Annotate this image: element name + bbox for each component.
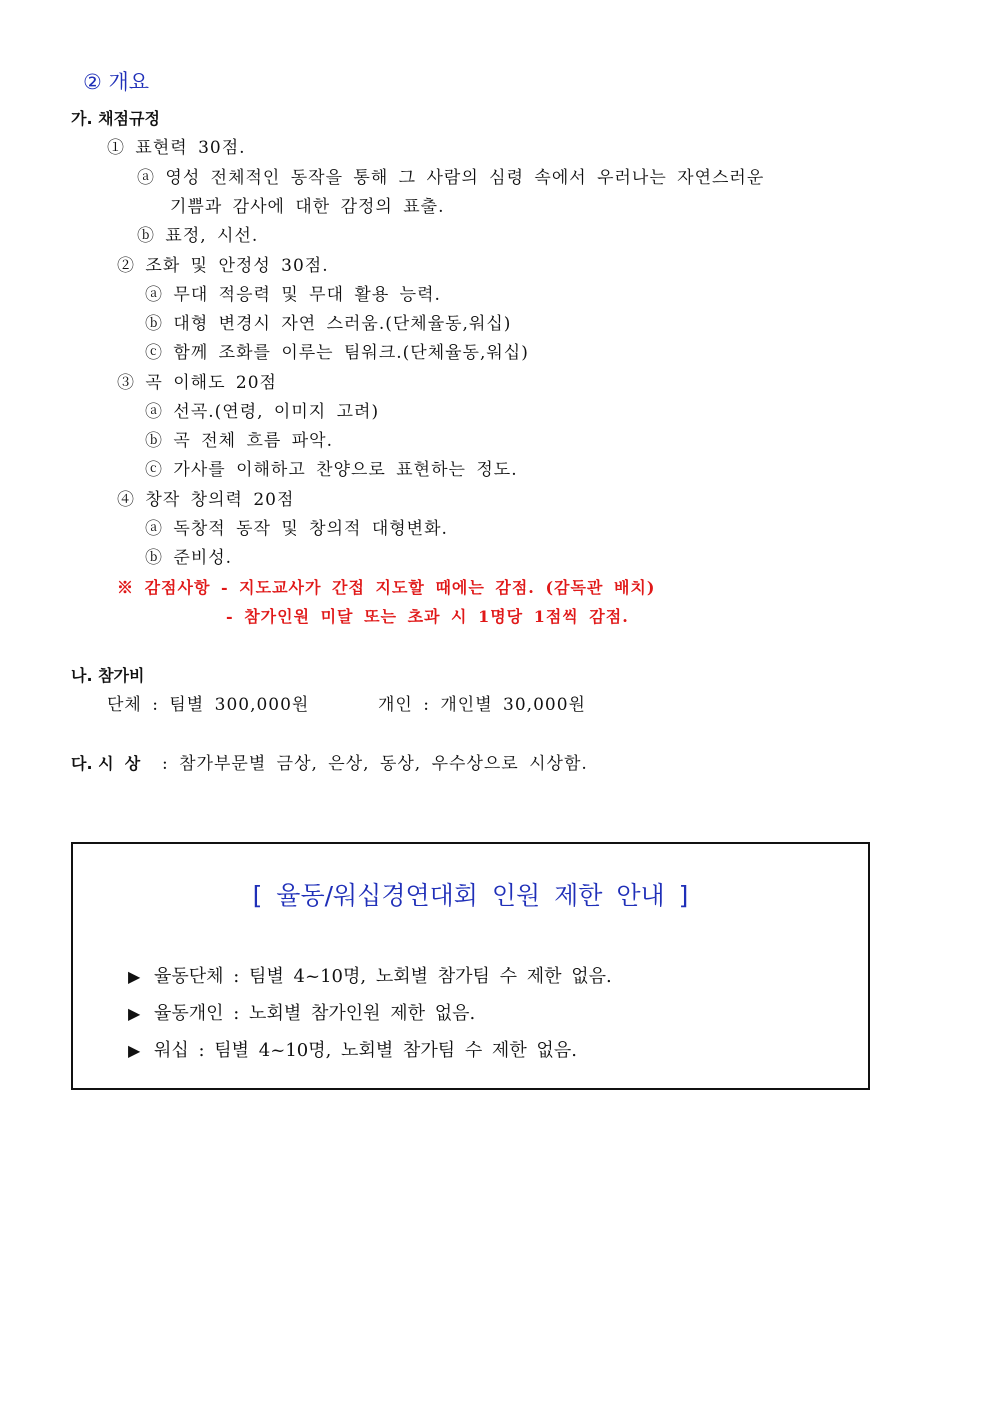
award-text: : 참가부문별 금상, 은상, 동상, 우수상으로 시상함. xyxy=(162,754,588,774)
fee-heading: 나. 참가비 xyxy=(71,666,145,685)
criterion-item: ⓐ 독창적 동작 및 창의적 대형변화. xyxy=(145,519,448,539)
triangle-right-icon: ▶ xyxy=(128,1041,141,1060)
fee-group: 단체 : 팀별 300,000원 xyxy=(107,695,310,715)
criterion-item: 기쁨과 감사에 대한 감정의 표출. xyxy=(170,197,445,217)
criterion-item: ⓐ 영성 전체적인 동작을 통해 그 사람의 심령 속에서 우러나는 자연스러운 xyxy=(137,168,765,188)
scoring-heading: 가. 채점규정 xyxy=(71,109,160,128)
criterion-harmony: ② 조화 및 안정성 30점. xyxy=(117,256,329,276)
criterion-item: ⓒ 가사를 이해하고 찬양으로 표현하는 정도. xyxy=(145,460,518,480)
notice-title: [ 율동/워십경연대회 인원 제한 안내 ] xyxy=(252,881,689,910)
criterion-item: ⓐ 무대 적응력 및 무대 활용 능력. xyxy=(145,285,441,305)
notice-item: ▶ 율동개인 : 노회별 참가인원 제한 없음. xyxy=(128,1003,476,1024)
triangle-right-icon: ▶ xyxy=(128,967,141,986)
notice-box xyxy=(71,842,870,1090)
deduction-note: ※ 감점사항 - 지도교사가 간접 지도할 때에는 감점. (감독관 배치) xyxy=(117,578,656,597)
criterion-understanding: ③ 곡 이해도 20점 xyxy=(117,373,277,393)
deduction-note: - 참가인원 미달 또는 초과 시 1명당 1점씩 감점. xyxy=(226,607,629,626)
criterion-item: ⓑ 준비성. xyxy=(145,548,233,568)
criterion-item: ⓑ 대형 변경시 자연 스러움.(단체율동,워십) xyxy=(145,314,512,334)
fee-individual: 개인 : 개인별 30,000원 xyxy=(378,695,586,715)
criterion-creativity: ④ 창작 창의력 20점 xyxy=(117,490,295,510)
criterion-item: ⓑ 표정, 시선. xyxy=(137,226,259,246)
triangle-right-icon: ▶ xyxy=(128,1004,141,1023)
criterion-expression: ① 표현력 30점. xyxy=(107,138,246,158)
section-title: ② 개요 xyxy=(83,70,150,94)
criterion-item: ⓐ 선곡.(연령, 이미지 고려) xyxy=(145,402,380,422)
criterion-item: ⓒ 함께 조화를 이루는 팀워크.(단체율동,워십) xyxy=(145,343,529,363)
notice-item: ▶ 워십 : 팀별 4~10명, 노회별 참가팀 수 제한 없음. xyxy=(128,1040,577,1061)
criterion-item: ⓑ 곡 전체 흐름 파악. xyxy=(145,431,333,451)
award-heading: 다. 시 상 xyxy=(71,754,141,773)
notice-item: ▶ 율동단체 : 팀별 4~10명, 노회별 참가팀 수 제한 없음. xyxy=(128,966,612,987)
